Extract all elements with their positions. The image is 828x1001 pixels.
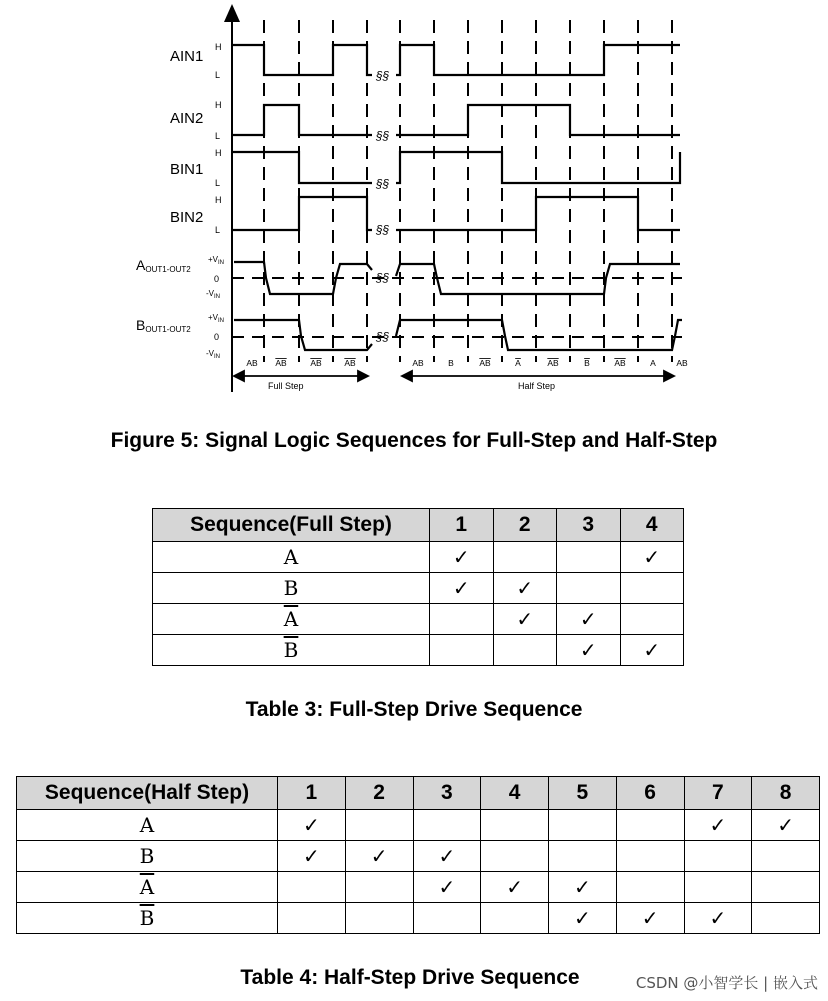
table-row	[17, 872, 820, 903]
level-high-bin2: H	[215, 195, 222, 205]
check-cell: ✓	[684, 810, 752, 841]
check-cell	[345, 810, 413, 841]
waveform-ain2	[232, 105, 372, 135]
output-a-zero: 0	[214, 274, 220, 284]
signal-label-bin1: BIN1	[170, 161, 204, 178]
check-cell: ✓	[557, 635, 621, 666]
output-a-plus-vin: $+V_{IN}$	[208, 255, 225, 266]
level-low-ain1: L	[215, 70, 221, 80]
output-label-a: AOUT1-OUT2	[136, 257, 191, 274]
check-cell	[481, 810, 549, 841]
full-step-table	[152, 508, 684, 666]
row-label: A	[17, 810, 278, 841]
check-cell: ✓	[278, 841, 346, 872]
output-b-minus-vin: $-V_{IN}$	[206, 349, 220, 360]
check-cell: ✓	[620, 635, 684, 666]
waveform-bin1	[232, 152, 372, 183]
check-cell	[493, 542, 557, 573]
row-label: $\overline{A}$	[17, 872, 278, 903]
header-step: 8	[752, 777, 820, 810]
check-cell	[557, 573, 621, 604]
check-cell: ✓	[481, 872, 549, 903]
level-high-ain1: H	[215, 42, 222, 52]
table-row	[153, 635, 684, 666]
break-symbol: §§	[376, 69, 390, 83]
check-cell: ✓	[752, 810, 820, 841]
level-low-bin2: L	[215, 225, 221, 235]
header-sequence: Sequence(Full Step)	[153, 509, 430, 542]
signal-label-ain2: AIN2	[170, 110, 204, 127]
step-label: B	[584, 358, 590, 368]
table4-caption: Table 4: Half-Step Drive Sequence	[240, 966, 580, 989]
check-cell: ✓	[549, 903, 617, 934]
table-header-row	[17, 777, 820, 810]
figure-caption: Figure 5: Signal Logic Sequences for Full-Step and Half-Step	[110, 429, 718, 452]
check-cell	[620, 573, 684, 604]
check-cell	[481, 903, 549, 934]
step-label: A	[515, 358, 521, 368]
output-a-minus-vin: $-V_{IN}$	[206, 289, 220, 300]
level-low-ain2: L	[215, 131, 221, 141]
check-cell: ✓	[278, 810, 346, 841]
arrow-right-icon	[358, 371, 368, 381]
step-label: AB	[246, 358, 258, 368]
break-symbol: §§	[376, 330, 390, 344]
header-step: 1	[278, 777, 346, 810]
timing-diagram	[0, 0, 828, 410]
header-step: 7	[684, 777, 752, 810]
check-cell	[278, 872, 346, 903]
table-row	[153, 604, 684, 635]
table-row	[17, 903, 820, 934]
check-cell	[481, 841, 549, 872]
check-cell: ✓	[345, 841, 413, 872]
header-step: 6	[616, 777, 684, 810]
check-cell	[752, 903, 820, 934]
break-symbol: §§	[376, 271, 390, 285]
break-symbol: §§	[376, 177, 390, 191]
table-header-row	[153, 509, 684, 542]
break-symbol: §§	[376, 129, 390, 143]
half-step-table	[16, 776, 820, 934]
table-row	[17, 810, 820, 841]
check-cell	[493, 635, 557, 666]
header-step: 4	[481, 777, 549, 810]
check-cell	[413, 903, 481, 934]
level-high-bin1: H	[215, 148, 222, 158]
table3-caption: Table 3: Full-Step Drive Sequence	[245, 698, 583, 721]
level-high-ain2: H	[215, 100, 222, 110]
check-cell: ✓	[493, 573, 557, 604]
step-label: A	[650, 358, 656, 368]
header-step: 5	[549, 777, 617, 810]
step-label: AB	[676, 358, 688, 368]
waveform-bin2-half	[396, 197, 680, 230]
check-cell	[549, 810, 617, 841]
output-b-zero: 0	[214, 332, 220, 342]
arrow-right-icon	[664, 371, 674, 381]
full-step-label: Full Step	[268, 381, 304, 391]
output-b-plus-vin: $+V_{IN}$	[208, 313, 225, 324]
check-cell	[345, 872, 413, 903]
header-step: 1	[430, 509, 494, 542]
step-label: AB	[310, 358, 322, 368]
header-step: 4	[620, 509, 684, 542]
header-step: 3	[557, 509, 621, 542]
check-cell: ✓	[549, 872, 617, 903]
watermark: CSDN @小智学长 | 嵌入式	[635, 974, 818, 992]
check-cell	[345, 903, 413, 934]
step-label: AB	[344, 358, 356, 368]
check-cell	[616, 810, 684, 841]
check-cell: ✓	[493, 604, 557, 635]
axis-arrow-icon	[224, 4, 240, 22]
check-cell: ✓	[684, 903, 752, 934]
check-cell	[684, 872, 752, 903]
header-step: 3	[413, 777, 481, 810]
table-row	[17, 841, 820, 872]
step-label: AB	[275, 358, 287, 368]
check-cell: ✓	[620, 542, 684, 573]
waveform-bin2	[232, 197, 372, 230]
table-row	[153, 573, 684, 604]
check-cell	[752, 841, 820, 872]
check-cell	[549, 841, 617, 872]
step-label: AB	[412, 358, 424, 368]
step-label: B	[448, 358, 454, 368]
row-label: B	[17, 841, 278, 872]
row-label: $\overline{B}$	[153, 635, 430, 666]
step-gridlines	[264, 20, 672, 362]
table-row	[153, 542, 684, 573]
check-cell	[620, 604, 684, 635]
step-label: AB	[479, 358, 491, 368]
waveform-ain1	[232, 45, 372, 75]
check-cell: ✓	[413, 872, 481, 903]
header-step: 2	[345, 777, 413, 810]
signal-label-bin2: BIN2	[170, 209, 204, 226]
check-cell	[430, 635, 494, 666]
arrow-left-icon	[402, 371, 412, 381]
check-cell	[413, 810, 481, 841]
check-cell: ✓	[413, 841, 481, 872]
half-step-label: Half Step	[518, 381, 556, 391]
check-cell	[616, 841, 684, 872]
check-cell: ✓	[557, 604, 621, 635]
waveform-bout	[234, 320, 372, 350]
step-label: AB	[547, 358, 559, 368]
break-symbol: §§	[376, 223, 390, 237]
row-label: B	[153, 573, 430, 604]
check-cell	[430, 604, 494, 635]
level-low-bin1: L	[215, 178, 221, 188]
step-label: AB	[614, 358, 626, 368]
check-cell: ✓	[430, 542, 494, 573]
row-label: $\overline{B}$	[17, 903, 278, 934]
check-cell	[278, 903, 346, 934]
check-cell	[752, 872, 820, 903]
check-cell	[684, 841, 752, 872]
header-step: 2	[493, 509, 557, 542]
waveform-bout-half	[396, 320, 682, 350]
check-cell: ✓	[430, 573, 494, 604]
arrow-left-icon	[234, 371, 244, 381]
row-label: $\overline{A}$	[153, 604, 430, 635]
signal-label-ain1: AIN1	[170, 48, 204, 65]
check-cell	[616, 872, 684, 903]
header-sequence: Sequence(Half Step)	[17, 777, 278, 810]
check-cell: ✓	[616, 903, 684, 934]
row-label: A	[153, 542, 430, 573]
check-cell	[557, 542, 621, 573]
output-label-b: BOUT1-OUT2	[136, 317, 191, 334]
